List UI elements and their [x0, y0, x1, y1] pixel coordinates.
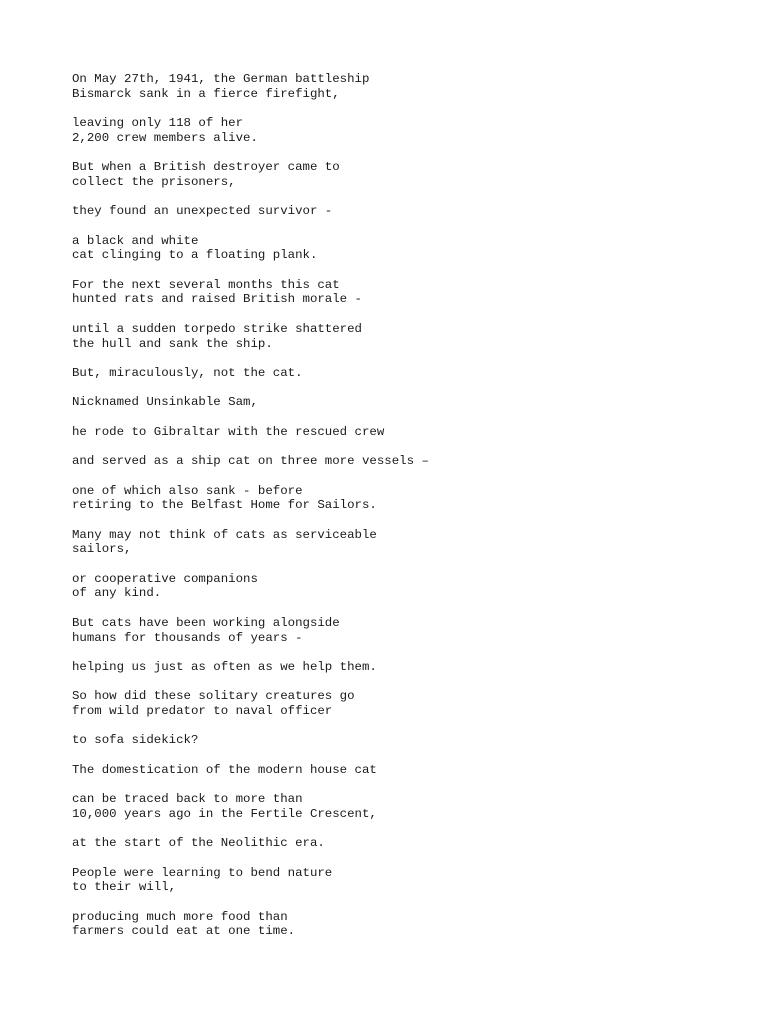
- paragraph: [72, 425, 692, 440]
- text-line: But, miraculously, not the cat.: [72, 365, 303, 380]
- text-line: For the next several months this cat: [72, 277, 340, 292]
- text-line: to sofa sidekick?: [72, 733, 199, 748]
- paragraph: [72, 792, 692, 821]
- text-line: So how did these solitary creatures go: [72, 689, 355, 704]
- text-line: But cats have been working alongside: [72, 615, 340, 630]
- paragraph: [72, 366, 692, 381]
- text-line: he rode to Gibraltar with the rescued crew: [72, 424, 385, 439]
- text-line: producing much more food than: [72, 909, 288, 924]
- text-line: at the start of the Neolithic era.: [72, 836, 325, 851]
- paragraph: [72, 616, 692, 645]
- paragraph: [72, 910, 692, 939]
- text-line: or cooperative companions: [72, 571, 258, 586]
- paragraph: [72, 689, 692, 718]
- text-line: But when a British destroyer came to: [72, 160, 340, 175]
- text-line: can be traced back to more than: [72, 792, 303, 807]
- paragraph: [72, 763, 692, 778]
- paragraph: [72, 836, 692, 851]
- text-line: leaving only 118 of her: [72, 116, 244, 131]
- paragraph: [72, 278, 692, 307]
- paragraph: [72, 660, 692, 675]
- text-line: retiring to the Belfast Home for Sailors.: [72, 498, 377, 513]
- paragraph: [72, 528, 692, 557]
- paragraph: [72, 395, 692, 410]
- text-line: one of which also sank - before: [72, 483, 303, 498]
- text-line: People were learning to bend nature: [72, 865, 333, 880]
- text-line: 2,200 crew members alive.: [72, 130, 258, 145]
- text-line: On May 27th, 1941, the German battleship: [72, 72, 370, 86]
- text-line: to their will,: [72, 880, 177, 895]
- paragraph: [72, 733, 692, 748]
- text-line: of any kind.: [72, 586, 162, 601]
- text-line: hunted rats and raised British morale -: [72, 292, 362, 307]
- paragraph: [72, 572, 692, 601]
- document-body: [72, 72, 692, 954]
- text-line: a black and white: [72, 233, 199, 248]
- text-line: they found an unexpected survivor -: [72, 204, 333, 219]
- text-line: farmers could eat at one time.: [72, 924, 296, 939]
- paragraph: [72, 160, 692, 189]
- paragraph: [72, 116, 692, 145]
- text-line: Many may not think of cats as serviceable: [72, 527, 377, 542]
- text-line: 10,000 years ago in the Fertile Crescent,: [72, 806, 377, 821]
- paragraph: [72, 204, 692, 219]
- paragraph: [72, 484, 692, 513]
- paragraph: [72, 72, 692, 101]
- text-line: from wild predator to naval officer: [72, 703, 333, 718]
- text-line: helping us just as often as we help them.: [72, 659, 377, 674]
- text-line: until a sudden torpedo strike shattered: [72, 321, 362, 336]
- text-line: humans for thousands of years -: [72, 630, 303, 645]
- paragraph: [72, 322, 692, 351]
- text-line: collect the prisoners,: [72, 174, 236, 189]
- text-line: Nicknamed Unsinkable Sam,: [72, 395, 258, 410]
- text-line: sailors,: [72, 542, 132, 557]
- text-line: and served as a ship cat on three more vessels –: [72, 454, 429, 469]
- paragraph: [72, 234, 692, 263]
- paragraph: [72, 454, 692, 469]
- text-line: Bismarck sank in a fierce firefight,: [72, 86, 340, 101]
- text-line: the hull and sank the ship.: [72, 336, 273, 351]
- text-line: cat clinging to a floating plank.: [72, 248, 318, 263]
- paragraph: [72, 866, 692, 895]
- text-line: The domestication of the modern house cat: [72, 762, 377, 777]
